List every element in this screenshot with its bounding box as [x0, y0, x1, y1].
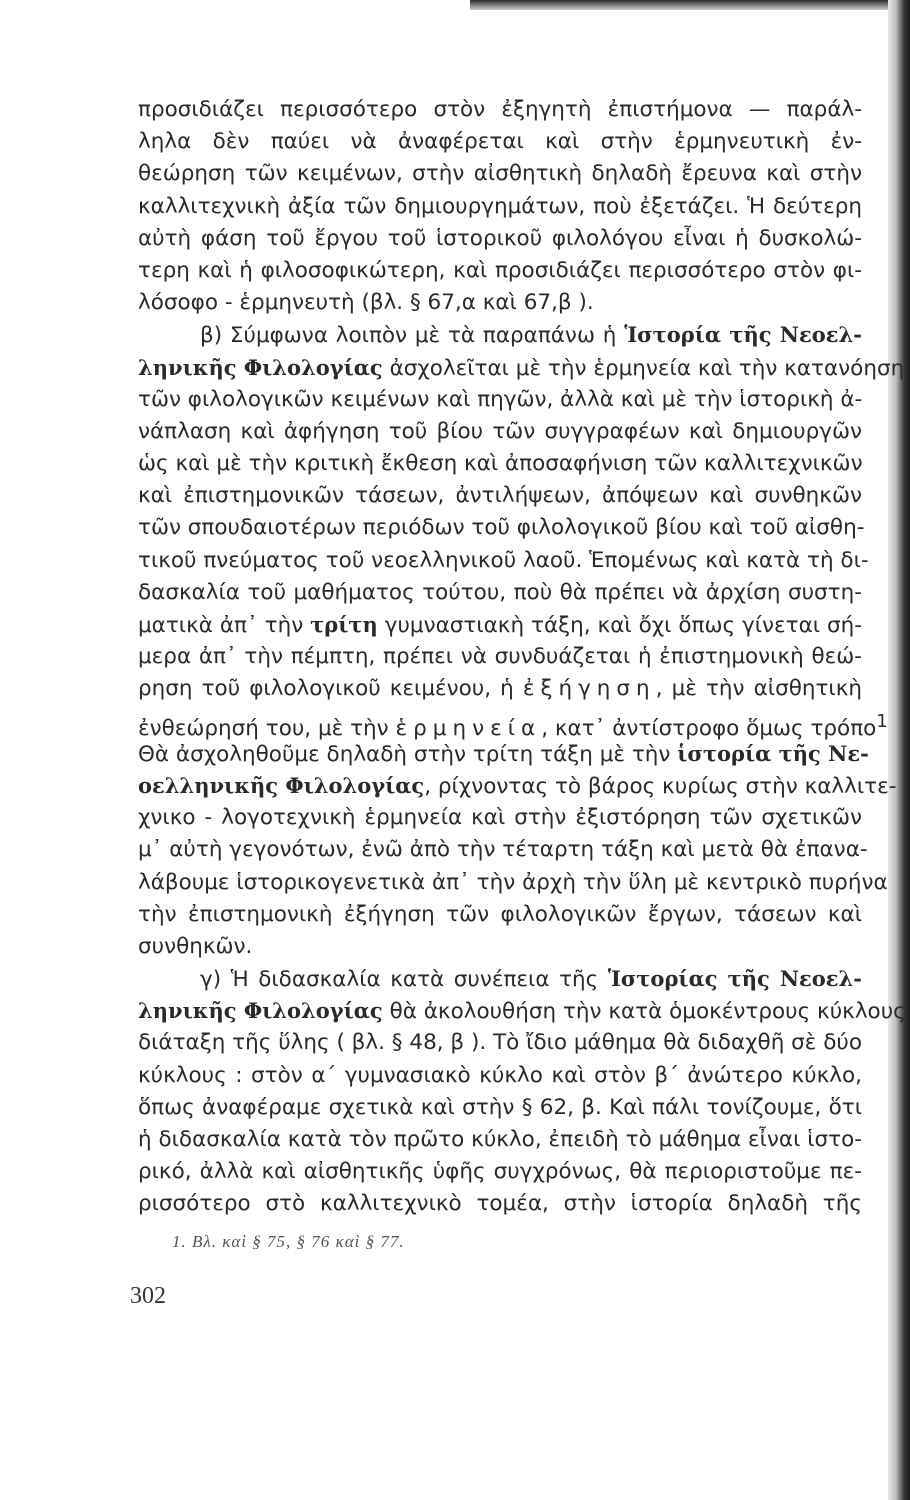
- text-run: ἐνθεώρησή του, μὲ τὴν: [138, 715, 396, 741]
- bold-title: ληνικῆς Φιλολογίας: [138, 998, 383, 1024]
- text-line: μερα ἀπ᾽ τὴν πέμπτη, πρέπει νὰ συνδυάζεται ἡ ἐπιστημονικὴ θεώ-: [138, 644, 862, 670]
- text-run: ἀσχολεῖται μὲ τὴν ἑρμηνεία καὶ τὴν κατανόηση: [382, 355, 905, 381]
- text-line: τῶν σπουδαιοτέρων περιόδων τοῦ φιλολογικοῦ βίου καὶ τοῦ αἰσθη-: [138, 515, 865, 541]
- text-run: Θὰ ἀσχοληθοῦμε δηλαδὴ στὴν τρίτη τάξη μὲ τὴν: [138, 741, 678, 767]
- footnote: 1. Βλ. καὶ § 75, § 76 καὶ § 77.: [172, 1232, 405, 1251]
- text-line: [138, 770, 897, 802]
- text-line: δασκαλία τοῦ μαθήματος τούτου, ποὺ θὰ πρέπει νὰ ἀρχίση συστη-: [138, 579, 862, 605]
- text-line: καλλιτεχνικὴ ἀξία τῶν δημιουργημάτων, ποὺ ἐξετάζει. Ἡ δεύτερη: [138, 193, 862, 219]
- paragraph-2: [138, 319, 905, 963]
- text-line: μ᾽ αὐτὴ γεγονότων, ἐνῶ ἀπὸ τὴν τέταρτη τάξη καὶ μετὰ θὰ ἐπανα-: [138, 837, 868, 863]
- text-line: [138, 609, 862, 641]
- text-line: ὡς καὶ μὲ τὴν κριτικὴ ἔκθεση καὶ ἀποσαφήνιση τῶν καλλιτεχνικῶν: [138, 451, 863, 477]
- text-line: νάπλαση καὶ ἀφήγηση τοῦ βίου τῶν συγγραφέων καὶ δημιουργῶν: [138, 418, 862, 444]
- text-line: ρισσότερο στὸ καλλιτεχνικὸ τομέα, στὴν ἱστορία δηλαδὴ τῆς: [138, 1191, 862, 1217]
- spaced-word: ἐξήγηση: [522, 676, 656, 702]
- paragraph-3: [138, 963, 906, 1221]
- bold-title: ληνικῆς Φιλολογίας: [138, 354, 383, 380]
- text-line: προσιδιάζει περισσότερο στὸν ἐξηγητὴ ἐπιστήμονα — παράλ-: [138, 97, 862, 122]
- scan-edge-right: [888, 0, 910, 1500]
- text-line: τῶν φιλολογικῶν κειμένων καὶ πηγῶν, ἀλλὰ καὶ μὲ τὴν ἱστορικὴ ἀ-: [138, 386, 863, 412]
- text-line: θεώρηση τῶν κειμένων, στὴν αἰσθητικὴ δηλαδὴ ἔρευνα καὶ στὴν: [138, 161, 862, 187]
- text-line: ὅπως ἀναφέραμε σχετικὰ καὶ στὴν § 62, β. Καὶ πάλι τονίζουμε, ὅτι: [138, 1094, 862, 1120]
- page-body: [138, 94, 906, 1221]
- text-line: χνικο - λογοτεχνικὴ ἑρμηνεία καὶ στὴν ἐξιστόρηση τῶν σχετικῶν: [138, 805, 862, 831]
- text-line: [138, 706, 888, 741]
- text-line: τικοῦ πνεύματος τοῦ νεοελληνικοῦ λαοῦ. Ἑπομένως καὶ κατὰ τὴ δι-: [138, 547, 869, 573]
- footnote-marker: 1: [876, 710, 888, 732]
- text-run: γ) Ἡ διδασκαλία κατὰ συνέπεια τῆς: [200, 967, 608, 993]
- text-run: , μὲ τὴν αἰσθητικὴ: [655, 676, 862, 702]
- bold-title: οελληνικῆς Φιλολογίας: [138, 772, 425, 798]
- text-line: [138, 963, 862, 995]
- text-run: β) Σύμφωνα λοιπὸν μὲ τὰ παραπάνω ἡ: [200, 323, 625, 349]
- text-line: [138, 738, 869, 770]
- text-run: ματικὰ ἀπ᾽ τὴν: [138, 613, 311, 638]
- text-run: , ρίχνοντας τὸ βάρος κυρίως στὴν καλλιτε-: [424, 773, 897, 799]
- text-line: ἡ διδασκαλία κατὰ τὸν πρῶτο κύκλο, ἐπειδὴ τὸ μάθημα εἶναι ἱστο-: [138, 1127, 862, 1152]
- scan-edge-top: [470, 0, 910, 10]
- text-run: ρηση τοῦ φιλολογικοῦ κειμένου, ἡ: [138, 676, 523, 702]
- text-line: ρικό, ἀλλὰ καὶ αἰσθητικῆς ὑφῆς συγχρόνως, θὰ περιοριστοῦμε πε-: [138, 1159, 862, 1185]
- text-line: [138, 673, 862, 705]
- text-line: κύκλους : στὸν α΄ γυμνασιακὸ κύκλο καὶ στὸν β΄ ἀνώτερο κύκλο,: [138, 1062, 862, 1088]
- bold-word: τρίτη: [310, 612, 378, 637]
- text-line: [138, 352, 905, 384]
- spaced-word: ἑρμηνεία: [395, 715, 542, 741]
- paragraph-1: [138, 94, 862, 319]
- page-number: 302: [130, 1283, 166, 1309]
- text-line: διάταξη τῆς ὕλης ( βλ. § 48, β ). Τὸ ἴδιο μάθημα θὰ διδαχθῆ σὲ δύο: [138, 1030, 862, 1056]
- text-line: λάβουμε ἱστορικογενετικὰ ἀπ᾽ τὴν ἀρχὴ τὴν ὕλη μὲ κεντρικὸ πυρήνα: [138, 869, 888, 895]
- text-line: καὶ ἐπιστημονικῶν τάσεων, ἀντιλήψεων, ἀπόψεων καὶ συνθηκῶν: [138, 483, 862, 509]
- text-line: συνθηκῶν.: [138, 933, 253, 959]
- text-run: γυμναστιακὴ τάξη, καὶ ὄχι ὅπως γίνεται σή-: [377, 613, 862, 638]
- bold-title: Ἱστορίας τῆς Νεοελ-: [607, 966, 862, 992]
- text-line: [138, 995, 906, 1027]
- text-line: [138, 319, 862, 351]
- text-line: τὴν ἐπιστημονικὴ ἐξήγηση τῶν φιλολογικῶν ἔργων, τάσεων καὶ: [138, 901, 862, 927]
- text-line: λόσοφο - ἑρμηνευτὴ (βλ. § 67,α καὶ 67,β ).: [138, 290, 594, 316]
- bold-title: ἱστορία τῆς Νε-: [677, 740, 869, 766]
- text-run: , κατ᾽ ἀντίστροφο ὅμως τρόπο: [541, 715, 877, 741]
- text-run: θὰ ἀκολουθήση τὴν κατὰ ὁμοκέντρους κύκλους: [382, 999, 906, 1025]
- text-line: τερη καὶ ἡ φιλοσοφικώτερη, καὶ προσιδιάζει περισσότερο στὸν φι-: [138, 257, 862, 283]
- text-line: αὐτὴ φάση τοῦ ἔργου τοῦ ἱστορικοῦ φιλολόγου εἶναι ἡ δυσκολώ-: [138, 225, 862, 251]
- bold-title: Ἱστορία τῆς Νεοελ-: [624, 322, 862, 348]
- text-line: ληλα δὲν παύει νὰ ἀναφέρεται καὶ στὴν ἑρμηνευτικὴ ἐν-: [138, 129, 862, 155]
